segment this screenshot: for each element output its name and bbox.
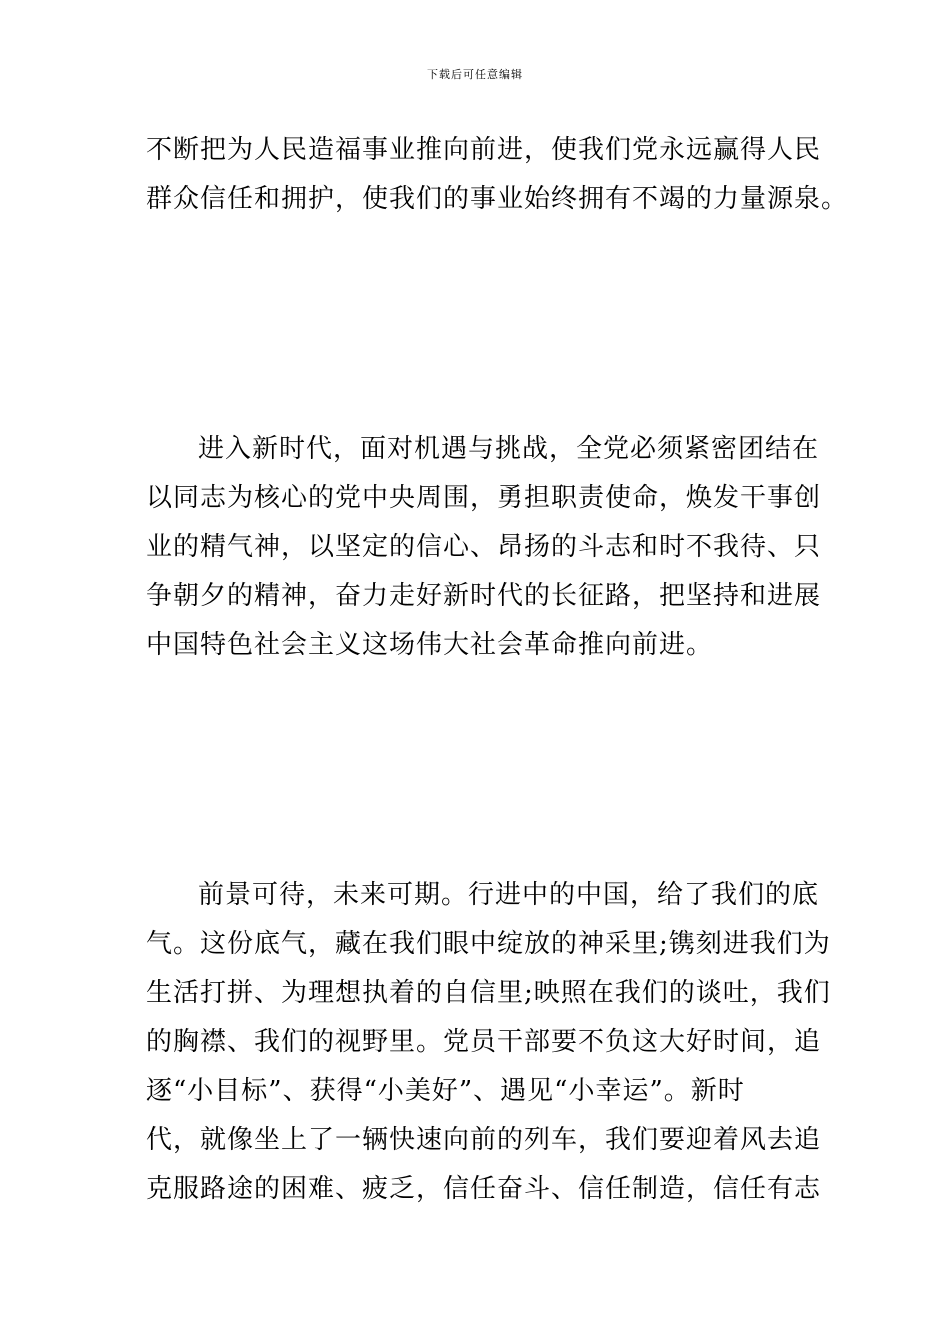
text-line: 以同志为核心的党中央周围，勇担职责使命，焕发干事创 <box>146 483 822 513</box>
text-line: 生活打拼、为理想执着的自信里;映照在我们的谈吐，我们 <box>146 978 831 1008</box>
paragraph-3 <box>146 871 831 1214</box>
page-header: 下载后可任意编辑 <box>427 68 523 81</box>
text-line: 前景可待，未来可期。行进中的中国，给了我们的底 <box>198 880 820 910</box>
text-line: 不断把为人民造福事业推向前进，使我们党永远赢得人民 <box>146 135 822 165</box>
text-line: 的胸襟、我们的视野里。党员干部要不负这大好时间，追 <box>146 1027 822 1057</box>
paragraph-1 <box>146 126 849 224</box>
text-line: 气。这份底气，藏在我们眼中绽放的神采里;镌刻进我们为 <box>146 929 831 959</box>
text-line: 争朝夕的精神，奋力走好新时代的长征路，把坚持和进展 <box>146 581 822 611</box>
text-line: 逐“小目标”、获得“小美好”、遇见“小幸运”。新时 <box>146 1076 745 1106</box>
text-line: 克服路途的困难、疲乏，信任奋斗、信任制造，信任有志 <box>146 1174 822 1204</box>
text-line: 中国特色社会主义这场伟大社会革命推向前进。 <box>146 630 714 660</box>
text-line: 代，就像坐上了一辆快速向前的列车，我们要迎着风去追 <box>146 1125 822 1155</box>
paragraph-2 <box>146 425 826 670</box>
text-line: 群众信任和拥护，使我们的事业始终拥有不竭的力量源泉。 <box>146 184 849 214</box>
text-line: 进入新时代，面对机遇与挑战，全党必须紧密团结在 <box>198 434 820 464</box>
text-line: 业的精气神，以坚定的信心、昂扬的斗志和时不我待、只 <box>146 532 822 562</box>
